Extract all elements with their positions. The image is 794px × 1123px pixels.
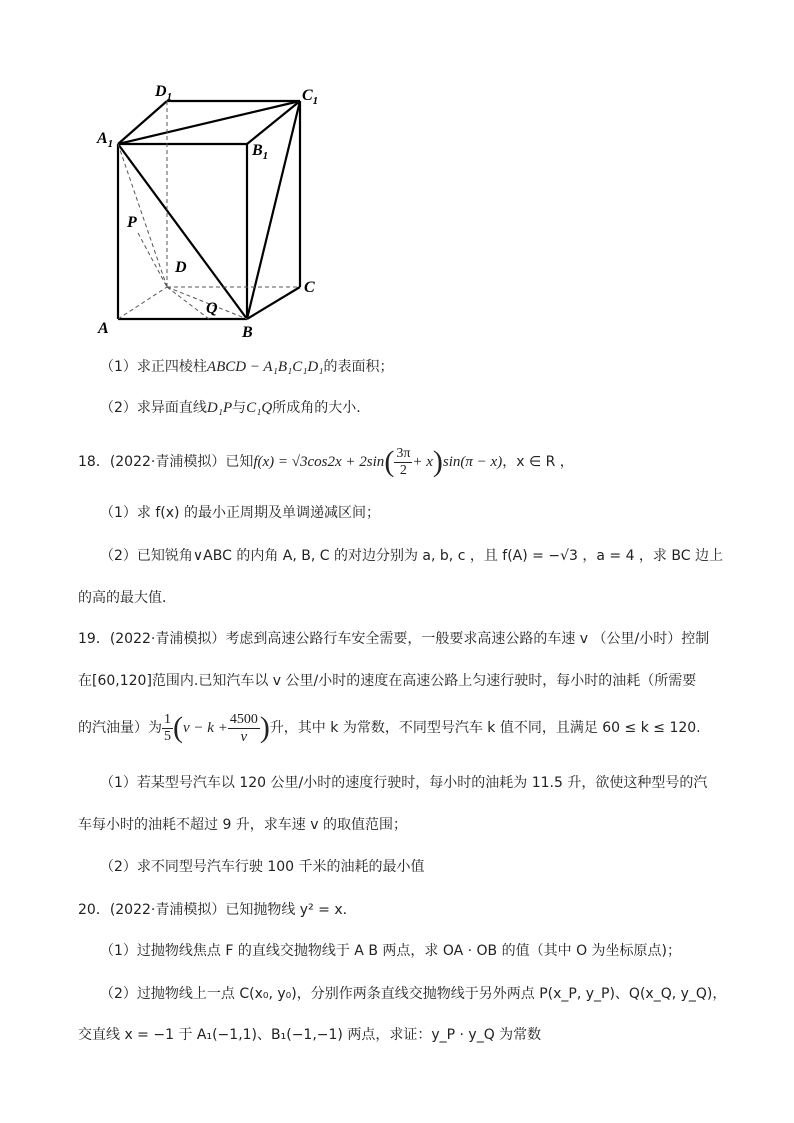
q18-part2b: 的高的最大值． bbox=[78, 590, 176, 606]
edge-pd-hidden bbox=[138, 233, 167, 287]
edge-ad-hidden bbox=[118, 287, 167, 319]
label-d: D bbox=[175, 259, 187, 276]
label-c: C bbox=[304, 279, 315, 296]
edge-bc1 bbox=[247, 101, 300, 319]
q19-part1b: 车每小时的油耗不超过 9 升，求车速 v 的取值范围； bbox=[78, 817, 407, 833]
label-q: Q bbox=[206, 300, 218, 317]
q19-line1: 19．(2022·青浦模拟）考虑到高速公路行车安全需要，一般要求高速公路的车速 v （公里/小时）控制 bbox=[78, 631, 710, 647]
q19-line2: 在[60,120]范围内.已知汽车以 v 公里/小时的速度在高速公路上匀速行驶时，每小时的油耗（所需要 bbox=[78, 673, 697, 689]
prism-figure bbox=[85, 78, 335, 348]
q19-line3: 的汽油量）为 $\frac{1}{5}$ (v − k + $\frac{4500}{v}$ )升，其中 k 为常数，不同型号汽车 k 值不同，且满足 60 ≤ k ≤ 120. bbox=[78, 711, 701, 745]
q18-part1: （1）求 f(x) 的最小正周期及单调递减区间； bbox=[100, 505, 380, 521]
q20-part2a: （2）过抛物线上一点 C(x₀, y₀)，分别作两条直线交抛物线于另外两点 P(x_P, y_P)、Q(x_Q, y_Q)， bbox=[100, 986, 727, 1002]
q17-part2: （2）求异面直线D₁P与C₁Q所成角的大小. bbox=[100, 400, 361, 416]
prism-diagram bbox=[85, 78, 335, 348]
q19-part1a: （1）若某型号汽车以 120 公里/小时的速度行驶时，每小时的油耗为 11.5 升，欲使这种型号的汽 bbox=[100, 775, 708, 791]
q20-part1: （1）过抛物线焦点 F 的直线交抛物线于 A B 两点，求 OA · OB 的值（其中 O 为坐标原点)； bbox=[100, 943, 681, 959]
q18-stem: 18．(2022·青浦模拟）已知f(x) = √3cos2x + 2sin( $\frac{3\pi}{2}$ + x)sin(π − x)，x ∈ R ， bbox=[78, 445, 574, 478]
label-a1: $A_1$ bbox=[97, 130, 114, 150]
label-b1: $B_1$ bbox=[252, 142, 269, 162]
q17-part1: （1）求正四棱柱ABCD − A₁B₁C₁D₁的表面积； bbox=[100, 359, 394, 375]
label-c1: $C_1$ bbox=[302, 87, 319, 107]
q19-part2: （2）求不同型号汽车行驶 100 千米的油耗的最小值 bbox=[100, 859, 425, 875]
q20-stem: 20．(2022·青浦模拟）已知抛物线 y² = x. bbox=[78, 902, 348, 918]
label-p: P bbox=[127, 214, 137, 231]
edge-bc bbox=[247, 287, 300, 319]
label-b: B bbox=[242, 324, 253, 341]
label-a: A bbox=[98, 320, 109, 337]
edge-a1d-hidden bbox=[118, 144, 167, 287]
q20-part2b: 交直线 x = −1 于 A₁(−1,1)、B₁(−1,−1) 两点，求证：y_P · y_Q 为常数 bbox=[78, 1027, 542, 1043]
q18-part2a: （2）已知锐角∨ABC 的内角 A, B, C 的对边分别为 a, b, c ，且 f(A) = −√3 ，a = 4 ，求 BC 边上 bbox=[100, 548, 723, 564]
label-d1: $D_1$ bbox=[155, 83, 173, 103]
edge-dq-hidden bbox=[167, 287, 209, 319]
